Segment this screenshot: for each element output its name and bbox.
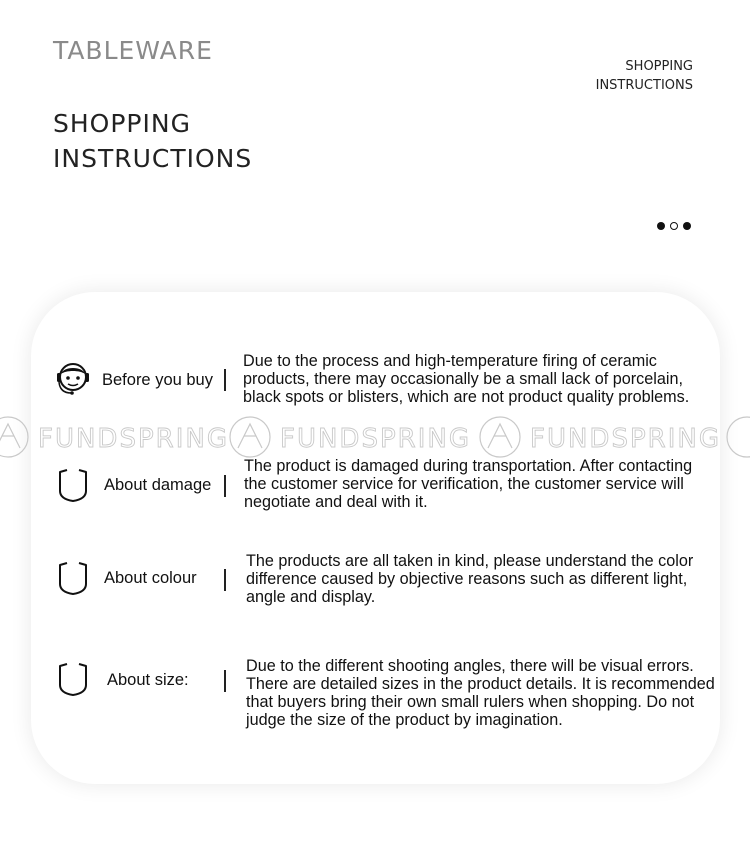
instruction-line: The product is damaged during transportation. After contacting [244, 457, 693, 475]
dots-decoration [657, 222, 691, 230]
instruction-line: that buyers bring their own small rulers when shopping. Do not [246, 693, 695, 711]
instruction-line: judge the size of the product by imagination. [246, 711, 563, 729]
watermark-logo-icon [727, 417, 750, 457]
instruction-line: the customer service for verification, the customer service will [244, 475, 684, 493]
instruction-line: The products are all taken in kind, please understand the color [246, 552, 694, 570]
instruction-label: About colour [104, 569, 197, 587]
dot-empty [670, 222, 678, 230]
separator [224, 369, 226, 391]
instruction-label: Before you buy [102, 371, 213, 389]
instruction-row-damage [0, 457, 750, 527]
instruction-line: black spots or blisters, which are not product quality problems. [243, 388, 690, 406]
instruction-row-size [0, 657, 750, 727]
shield-icon [57, 661, 89, 697]
page-title-line1: SHOPPING [53, 109, 191, 138]
instruction-line: negotiate and deal with it. [244, 493, 428, 511]
instruction-line: There are detailed sizes in the product details. It is recommended [246, 675, 715, 693]
watermark-text: FUNDSPRING [530, 424, 721, 454]
instruction-row-before-buy [0, 352, 750, 422]
shield-icon [57, 467, 89, 503]
dot-filled [657, 222, 665, 230]
instruction-label: About size: [107, 671, 189, 689]
corner-caption [596, 57, 693, 95]
corner-caption-line1: SHOPPING [625, 59, 693, 74]
instruction-text [244, 457, 692, 511]
instruction-line: angle and display. [246, 588, 376, 606]
instruction-line: products, there may occasionally be a small lack of porcelain, [243, 370, 683, 388]
page-title [53, 106, 252, 176]
brand-label: TABLEWARE [53, 36, 213, 65]
instruction-row-colour [0, 552, 750, 622]
watermark-text: FUNDSPRING [38, 424, 229, 454]
instruction-text [243, 352, 689, 406]
instruction-line: difference caused by objective reasons such as different light, [246, 570, 688, 588]
instruction-text [246, 657, 715, 729]
instruction-line: Due to the different shooting angles, there will be visual errors. [246, 657, 694, 675]
shield-icon [57, 560, 89, 596]
watermark-logo-icon [0, 417, 28, 457]
dot-filled [683, 222, 691, 230]
separator [224, 670, 226, 692]
customer-service-icon [54, 360, 92, 398]
instruction-label: About damage [104, 476, 212, 494]
watermark-text: FUNDSPRING [280, 424, 471, 454]
page-title-line2: INSTRUCTIONS [53, 144, 253, 173]
separator [224, 569, 226, 591]
separator [224, 475, 226, 497]
instruction-text [246, 552, 693, 606]
corner-caption-line2: INSTRUCTIONS [595, 78, 693, 93]
instruction-line: Due to the process and high-temperature firing of ceramic [243, 352, 657, 370]
